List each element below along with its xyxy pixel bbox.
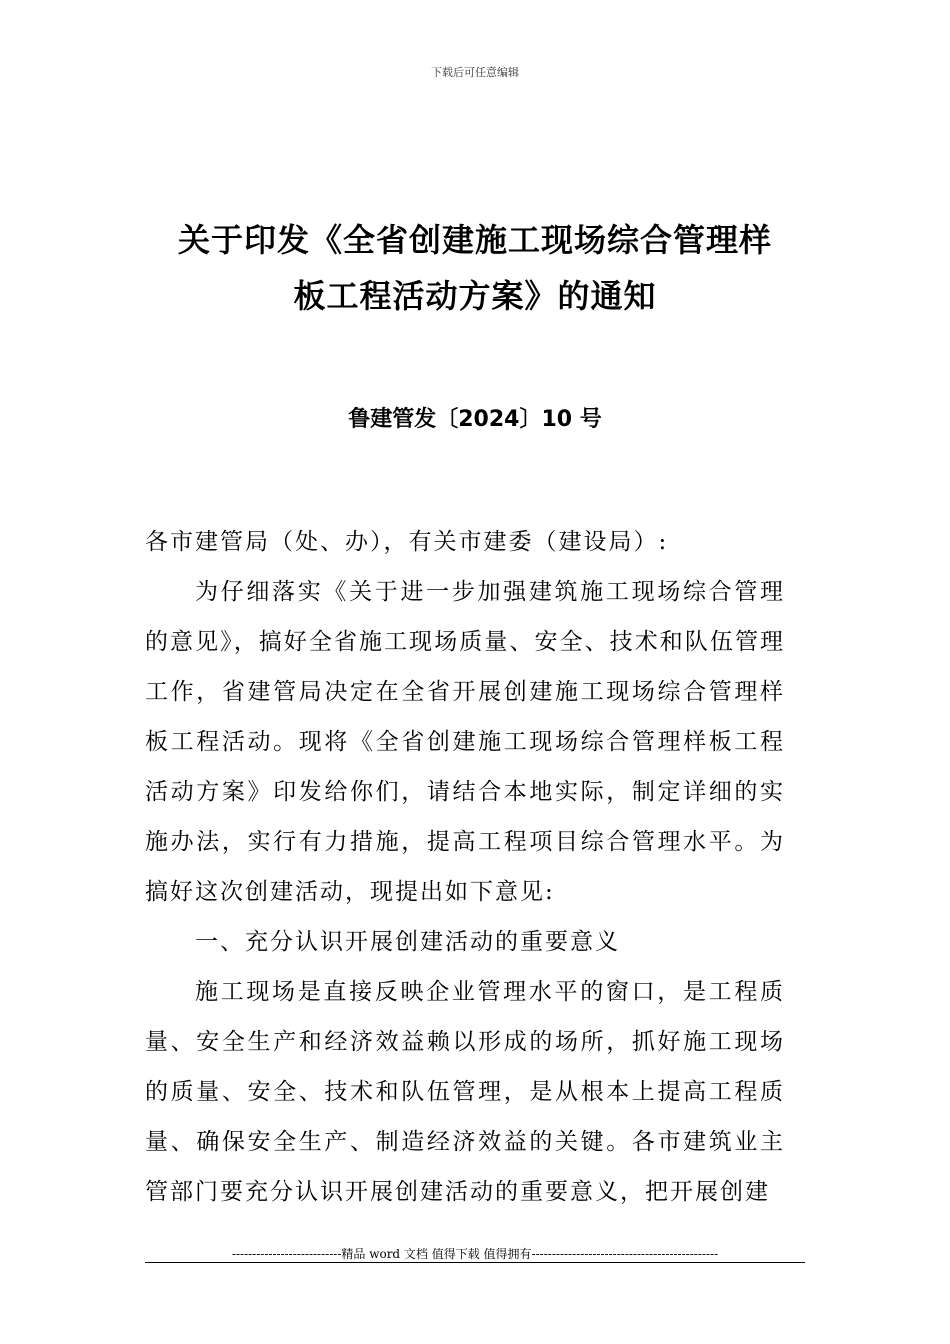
footer-divider bbox=[145, 1262, 805, 1263]
document-title-line-1: 关于印发《全省创建施工现场综合管理样 bbox=[177, 221, 772, 259]
document-title bbox=[145, 212, 805, 324]
document-title-line-2: 板工程活动方案》的通知 bbox=[293, 277, 657, 315]
document-number: 鲁建管发〔2024〕10 号 bbox=[348, 407, 602, 432]
paragraph-section-1: 施工现场是直接反映企业管理水平的窗口，是工程质量、安全生产和经济效益赖以形成的场所，抓好施工现场的质量、安全、技术和队伍管理，是从根本上提高工程质量、确保安全生产、制造经济效益的关键。各市建筑业主管部门要充分认识开展创建活动的重要意义，把开展创建 bbox=[145, 979, 785, 1205]
document-body bbox=[145, 517, 785, 1217]
paragraph-intro: 为仔细落实《关于进一步加强建筑施工现场综合管理的意见》，搞好全省施工现场质量、安全、技术和队伍管理工作，省建管局决定在全省开展创建施工现场综合管理样板工程活动。现将《全省创建施工现场综合管理样板工程活动方案》印发给你们，请结合本地实际，制定详细的实施办法，实行有力措施，提高工程项目综合管理水平。为搞好这次创建活动，现提出如下意见: bbox=[145, 579, 785, 905]
salutation: 各市建管局（处、办），有关市建委（建设局）: bbox=[145, 529, 669, 555]
page-footer-note: ---------------------------精品 word 文档 值得下载 值得拥有---------------------------------------------- bbox=[231, 1247, 719, 1261]
section-heading-1: 一、充分认识开展创建活动的重要意义 bbox=[195, 929, 620, 955]
page-header-note: 下载后可任意编辑 bbox=[431, 66, 519, 79]
